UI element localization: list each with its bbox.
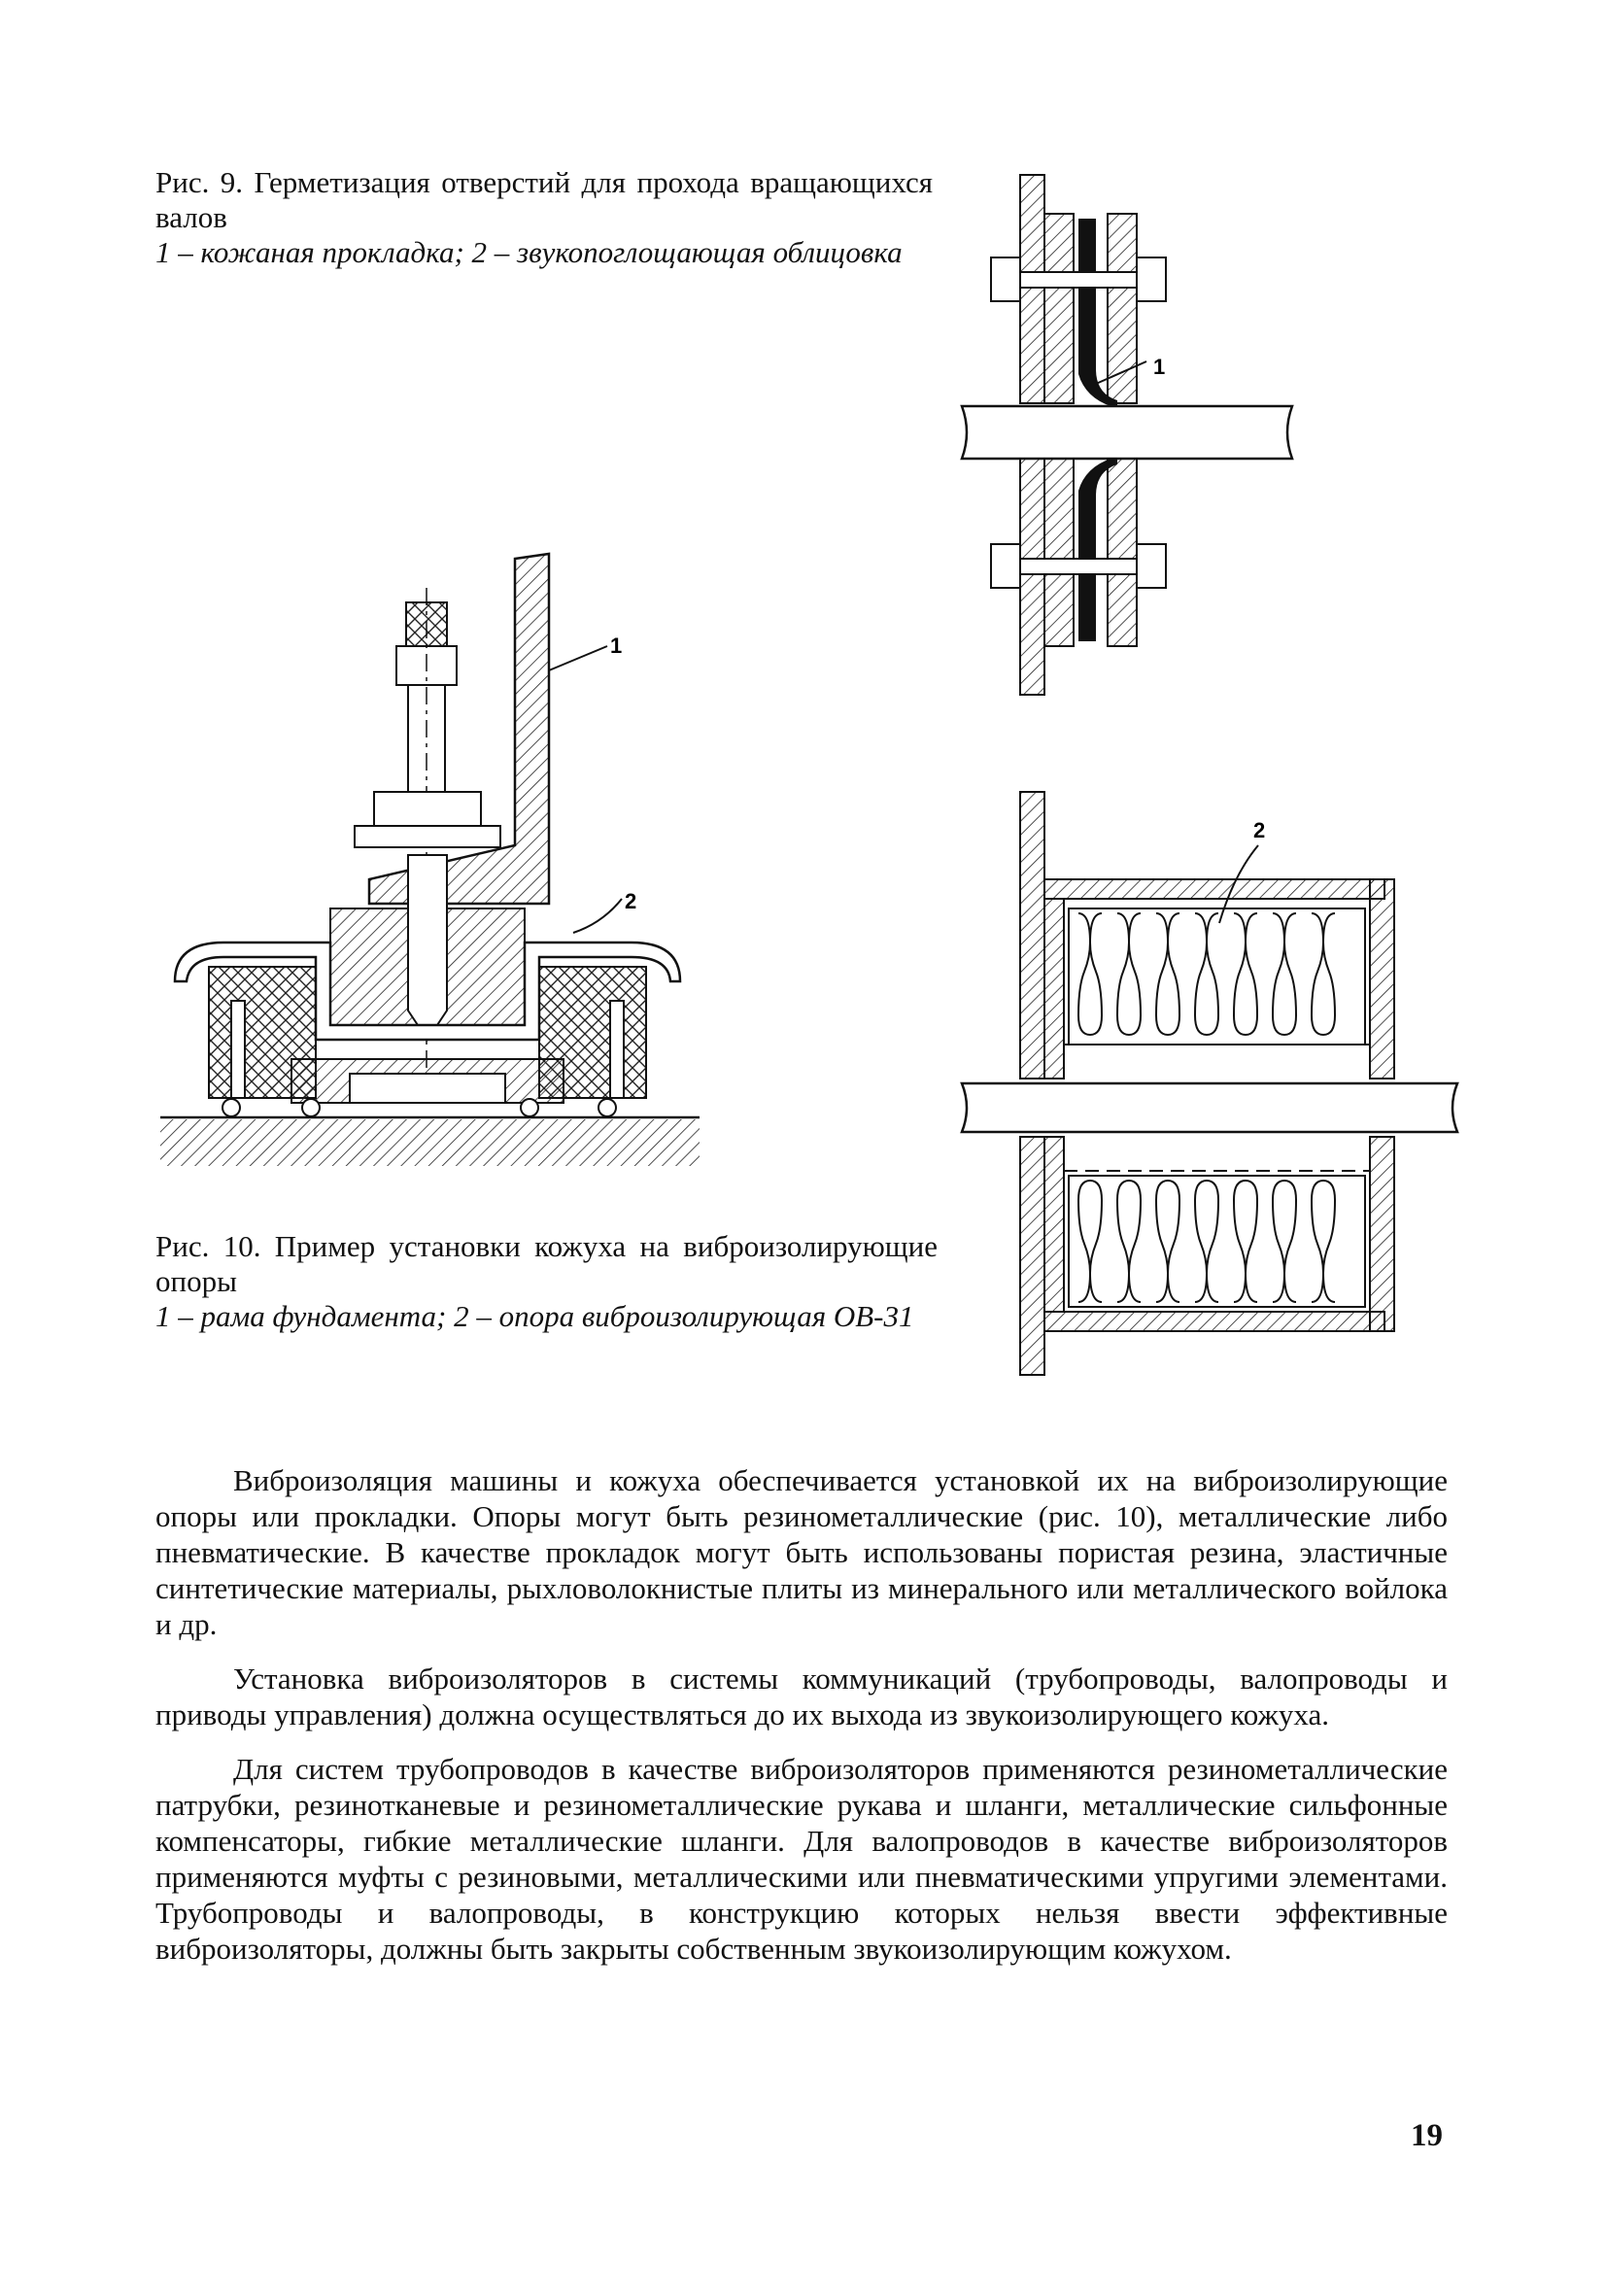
figure-10-drawing	[155, 549, 709, 1181]
figure-9-caption	[155, 165, 933, 270]
body-text	[155, 1462, 1448, 1985]
paragraph: Установка виброизоляторов в системы коммуникаций (трубопроводы, валопроводы и приводы управления) должна осуществляться до их выхода из звукоизолирующего кожуха.	[155, 1662, 1448, 1731]
fig9-shaft	[962, 406, 1292, 459]
fig10-foundation-frame	[369, 554, 549, 904]
figure-9-lining-drawing	[957, 782, 1365, 1375]
fig10-label-2: 2	[625, 889, 637, 913]
fig9b-lining-upper	[1064, 908, 1370, 1045]
fig9-wall-lower	[1020, 457, 1044, 695]
fig9b-wall-lower	[1020, 1137, 1044, 1375]
fig9-wall-upper	[1020, 175, 1044, 403]
figure-9-drawing	[957, 165, 1365, 690]
fig10-label-1: 1	[610, 634, 623, 658]
fig9b-wall-upper	[1020, 792, 1044, 1079]
fig9b-lining-lower	[1064, 1171, 1370, 1307]
fig9b-shaft	[962, 1083, 1457, 1132]
figure-10-legend: 1 – рама фундамента; 2 – опора виброизолирующая ОВ-31	[155, 1299, 914, 1333]
fig9b-label-2: 2	[1253, 818, 1266, 842]
paragraph: Для систем трубопроводов в качестве виброизоляторов применяются резинометаллические патрубки, резинотканевые и резинометаллические рукава и шланги, металлические сильфонные компенсаторы, гибкие металлические шланги. Для валопроводов в качестве виброизоляторов применяются муфты с резиновыми, металлическими или пневматическими упругими элементами. Трубопроводы и валопроводы, в конструкцию которых нельзя ввести эффективные виброизоляторы, должны быть закрыты собственным звукоизолирующим кожухом.	[155, 1752, 1448, 1966]
figure-9-title: Рис. 9. Герметизация отверстий для прохода вращающихся валов	[155, 165, 933, 234]
figure-10-title: Рис. 10. Пример установки кожуха на виброизолирующие опоры	[155, 1229, 938, 1298]
fig9-label-1: 1	[1153, 355, 1166, 379]
page-number: 19	[1411, 2118, 1443, 2153]
figure-9-legend: 1 – кожаная прокладка; 2 – звукопоглощающая облицовка	[155, 235, 903, 269]
paragraph: Виброизоляция машины и кожуха обеспечивается установкой их на виброизолирующие опоры или прокладки. Опоры могут быть резинометаллические (рис. 10), металлические либо пневматические. В качестве прокладок могут быть использованы пористая резина, эластичные синтетические материалы, рыхловолокнистые плиты из минерального или металлического войлока и др.	[155, 1463, 1448, 1641]
figure-10-caption	[155, 1229, 938, 1334]
